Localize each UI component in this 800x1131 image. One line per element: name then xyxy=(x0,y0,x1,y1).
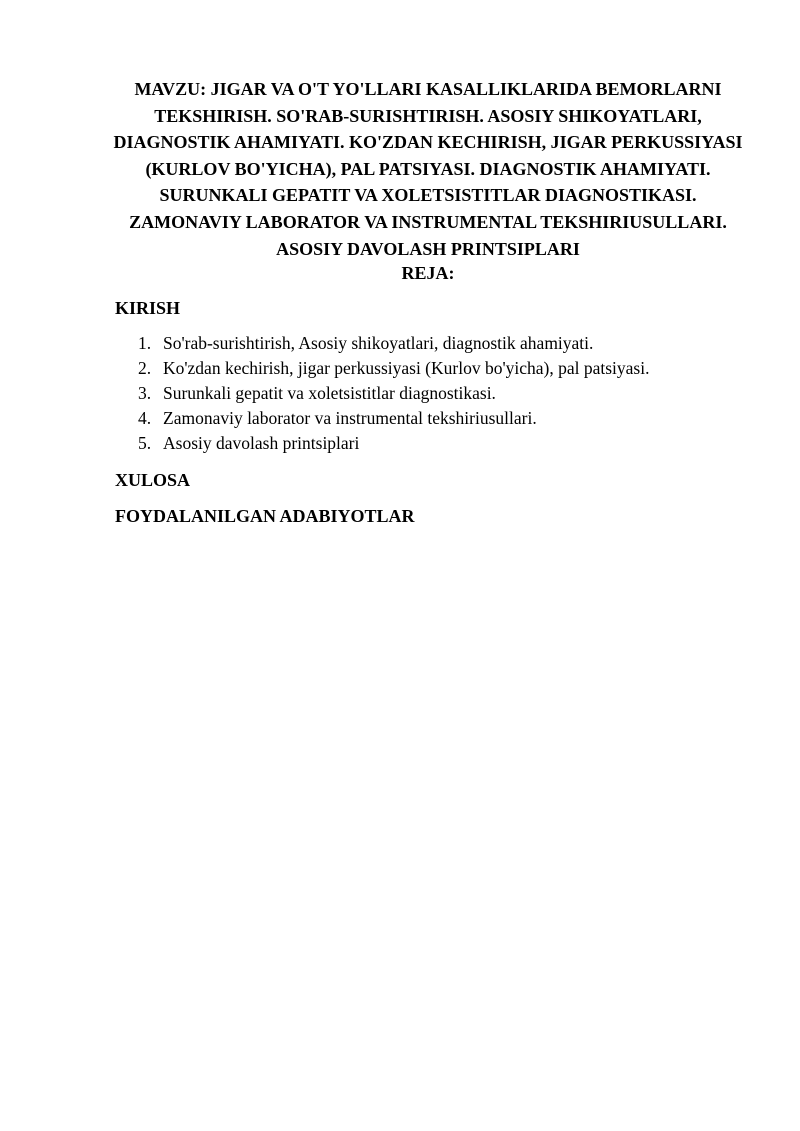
document-title: MAVZU: JIGAR VA O'T YO'LLARI KASALLIKLARIDA BEMORLARNI TEKSHIRISH. SO'RAB-SURISHTIRISH. ASOSIY SHIKOYATLARI, DIAGNOSTIK AHAMIYATI. KO'ZDAN KECHIRISH, JIGAR PERKUSSIYASI (KURLOV BO'YICHA), PAL PATSIYASI. DIAGNOSTIK AHAMIYATI. SURUNKALI GEPATIT VA XOLETSISTITLAR DIAGNOSTIKASI. ZAMONAVIY LABORATOR VA INSTRUMENTAL TEKSHIRIUSULLARI. ASOSIY DAVOLASH PRINTSIPLARI xyxy=(113,79,743,259)
plan-list xyxy=(138,331,649,456)
plan-item xyxy=(138,356,649,381)
plan-item-text: Surunkali gepatit va xoletsistitlar diagnostikasi. xyxy=(163,383,496,403)
plan-item-number: 5. xyxy=(138,433,152,453)
plan-item-number: 1. xyxy=(138,333,152,353)
conclusion-heading: XULOSA xyxy=(115,470,191,490)
plan-item xyxy=(138,406,649,431)
plan-item xyxy=(138,431,649,456)
references-heading: FOYDALANILGAN ADABIYOTLAR xyxy=(115,506,415,526)
plan-item-text: Ko'zdan kechirish, jigar perkussiyasi (Kurlov bo'yicha), pal patsiyasi. xyxy=(163,358,650,378)
intro-heading: KIRISH xyxy=(115,298,181,318)
plan-item-number: 2. xyxy=(138,358,152,378)
plan-item-text: So'rab-surishtirish, Asosiy shikoyatlari, diagnostik ahamiyati. xyxy=(163,333,594,353)
plan-item xyxy=(138,381,649,406)
plan-heading: REJA: xyxy=(401,263,455,283)
plan-item-text: Asosiy davolash printsiplari xyxy=(163,433,360,453)
plan-item xyxy=(138,331,649,356)
plan-item-number: 3. xyxy=(138,383,152,403)
plan-item-text: Zamonaviy laborator va instrumental tekshiriusullari. xyxy=(163,408,537,428)
plan-item-number: 4. xyxy=(138,408,152,428)
